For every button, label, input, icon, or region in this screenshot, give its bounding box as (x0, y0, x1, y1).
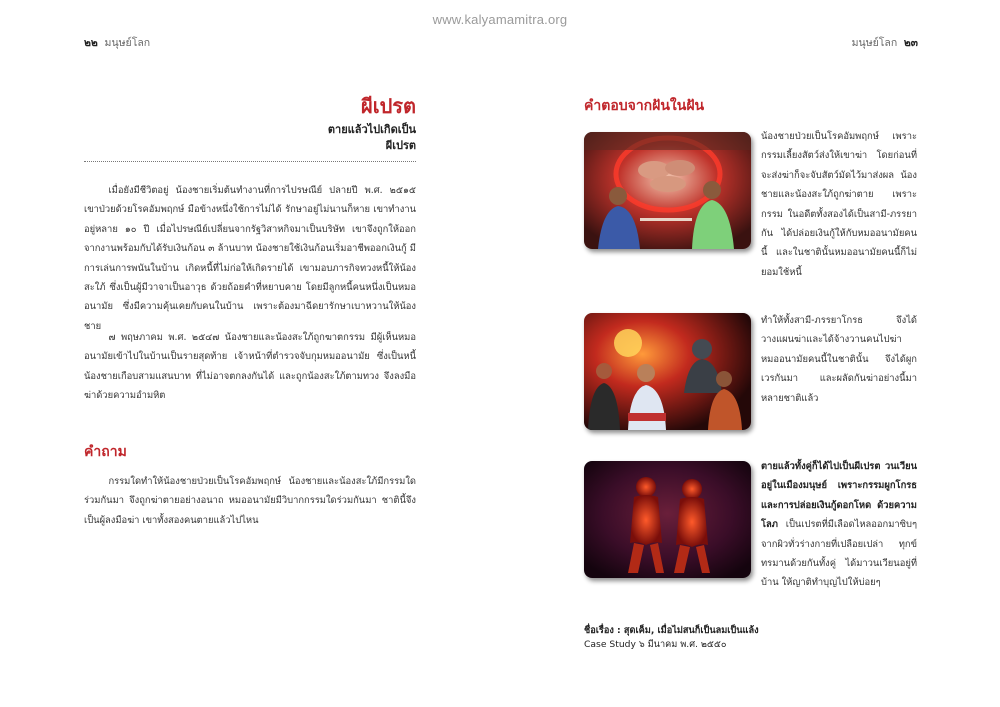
illustration-murder-plot (584, 313, 751, 430)
left-page-number: ๒๒ (84, 37, 98, 49)
right-page-number: ๒๓ (903, 37, 918, 49)
illustration-debt-dispute (584, 132, 751, 249)
story-paragraph-2: ๗ พฤษภาคม พ.ศ. ๒๕๔๗ น้องชายและน้องสะใภ้ถูกฆาตกรรม มีผู้เห็นหมออนามัยเข้าไปในบ้านเป็นรายสุดท้าย เจ้าหน้าที่ตำรวจจับกุมหมออนามัย ซึ่งเป็นหนี้น้องชายเกือบสามแสนบาท ที่ไม่อาจตกลงกันได้ และถูกน้องสะใภ้ตามทวง จึงลงมือฆ่าด้วยความอำมหิต (84, 332, 416, 402)
source-citation (584, 624, 759, 652)
illustration-bleeding-ghosts (584, 461, 751, 578)
left-page-header (84, 34, 150, 51)
question-heading: คำถาม (84, 444, 127, 460)
source-date: Case Study ๖ มีนาคม พ.ศ. ๒๕๕๐ (584, 639, 727, 650)
question-text: กรรมใดทำให้น้องชายป่วยเป็นโรคอัมพฤกษ์ น้องชายและน้องสะใภ้มีกรรมใดร่วมกันมา จึงถูกฆ่าตายอย่างอนาถ หมออนามัยมีวิบากกรรมใดร่วมกันมา ชาตินี้จึงเป็นผู้ลงมือฆ่า เขาทั้งสองคนตายแล้วไปไหน (84, 476, 416, 526)
answer-block-3 (761, 457, 917, 593)
answer-block-1: น้องชายป่วยเป็นโรคอัมพฤกษ์ เพราะกรรมเลี้ยงสัตว์ส่งให้เขาฆ่า โดยก่อนที่จะส่งฆ่าก็จะจับสัตว์มัดไว้มาส่งผล น้องชายและน้องสะใภ้ถูกฆ่าตาย เพราะกรรม ในอดีตทั้งสองได้เป็นสามี-ภรรยากัน ได้ปล่อยเงินกู้ให้กับหมออนามัยคนนี้ และในชาตินั้นหมออนามัยคนนี้ก็ไม่ยอมใช้หนี้ (761, 131, 917, 278)
story-title: ผีเปรต (361, 94, 416, 118)
dotted-divider (84, 161, 416, 162)
source-title: ชื่อเรื่อง : สุดเค็ม, เมื่อไม่สนก็เป็นลมเป็นแล้ง (584, 625, 759, 636)
right-page-header (852, 34, 918, 51)
answer-heading: คำตอบจากฝันในฝัน (584, 98, 705, 114)
answer-block-2: ทำให้ทั้งสามี-ภรรยาโกรธ จึงได้วางแผนฆ่าและได้จ้างวานคนไปฆ่าหมออนามัยคนนี้ในชาตินั้น จึงได้ผูกเวรกันมา และผลัดกันฆ่าอย่างนี้มาหลายชาติแล้ว (761, 315, 917, 404)
story-subtitle-line1: ตายแล้วไปเกิดเป็น (327, 123, 416, 136)
answer-block-3-rest: เป็นเปรตที่มีเลือดไหลออกมาซิบๆ จากผิวทั่วร่างกายที่เปลือยเปล่า ทุกข์ทรมานด้วยกันทั้งคู่ ได้มาวนเวียนอยู่ที่บ้าน ให้ญาติทำบุญไปให้บ่อยๆ (761, 519, 917, 589)
right-section-title: มนุษย์โลก (851, 37, 898, 49)
site-url[interactable]: www.kalyamamitra.org (432, 12, 568, 27)
story-paragraph-1: เมื่อยังมีชีวิตอยู่ น้องชายเริ่มต้นทำงานที่การไปรษณีย์ ปลายปี พ.ศ. ๒๕๑๕ เขาป่วยด้วยโรคอัมพฤกษ์ มือข้างหนึ่งใช้การไม่ได้ รักษาอยู่ไม่นานก็หาย เขาทำงานอยู่หลาย ๑๐ ปี เมื่อไปรษณีย์เปลี่ยนจากรัฐวิสาหกิจมาเป็นบริษัท เขาจึงถูกให้ออกจากงานพร้อมกับได้รับเงินก้อน ๓ ล้านบาท น้องชายใช้เงินก้อนเริ่มอาชีพออกเงินกู้ มีการเล่นการพนันในบ้าน เกิดหนี้ที่ไม่ก่อให้เกิดรายได้ เขามอบภารกิจทวงหนี้ให้น้องสะใภ้ ซึ่งเป็นผู้มีวาจาเป็นอาวุธ ด้วยถ้อยคำที่หยาบคาย โดยมีลูกหนี้คนหนึ่งเป็นหมออนามัย ซึ่งมีความคุ้นเคยกับคนในบ้าน เพราะต้องมาฉีดยารักษาเบาหวานให้น้องชาย (84, 185, 416, 332)
story-subtitle-line2: ผีเปรต (385, 139, 416, 152)
story-subtitle (328, 122, 416, 154)
answer-block-3-emphasis: ตายแล้วทั้งคู่ก็ได้ไปเป็นผีเปรต วนเวียนอยู่ในเมืองมนุษย์ เพราะกรรมผูกโกรธ และการปล่อยเงินกู้ดอกโหด ด้วยความโลภ (761, 461, 917, 531)
left-section-title: มนุษย์โลก (104, 37, 151, 49)
